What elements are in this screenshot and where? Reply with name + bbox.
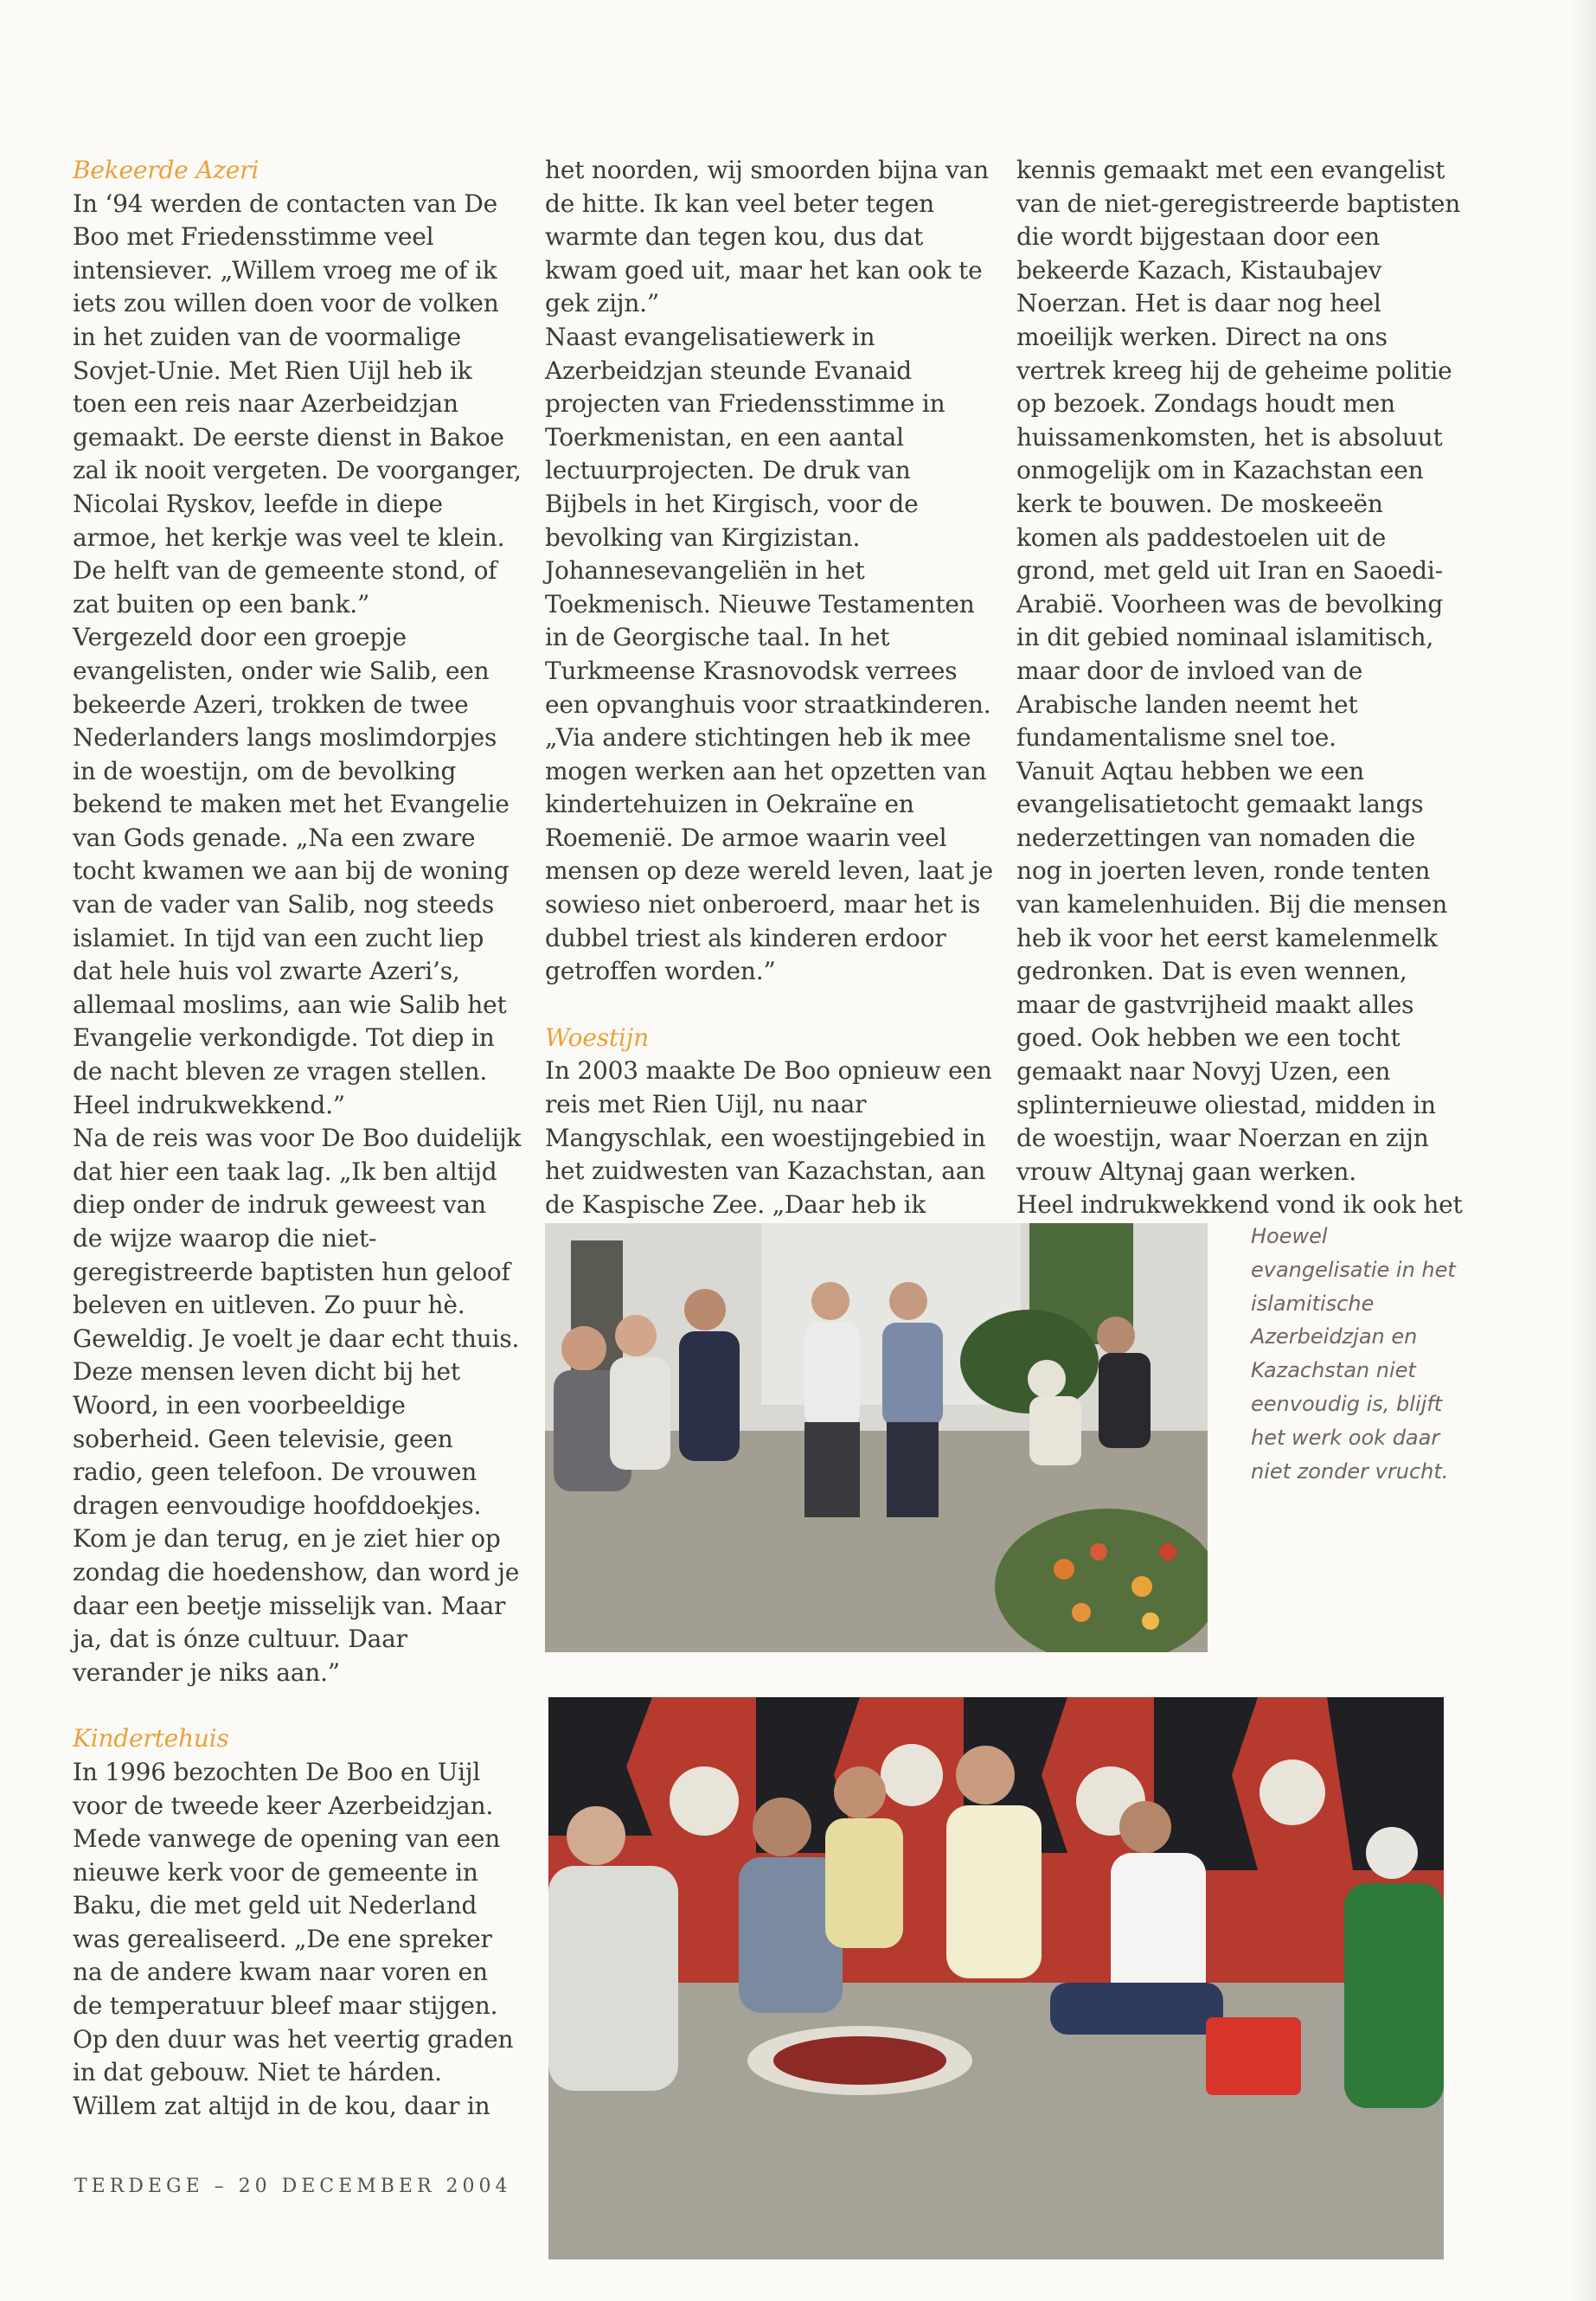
article-column-3 [1016, 154, 1466, 1222]
paragraph: kennis gemaakt met een evangelist van de niet-geregistreerde baptisten die wordt bijgestaan door een bekeerde Kazach, Kistaubajev Noerzan. Het is daar nog heel moeilijk werken. Direct na ons vertrek kreeg hij de geheime politie op bezoek. Zondags houdt men huissamenkomsten, het is absoluut onmogelijk om in Kazachstan een kerk te bouwen. De moskeeën komen als paddestoelen uit de grond, met geld uit Iran en Saoedi-Arabië. Voorheen was de bevolking in dit gebied nominaal islamitisch, maar door de invloed van de Arabische landen neemt het fundamentalisme snel toe. [1016, 156, 1461, 753]
photo-caption: Hoewel evangelisatie in het islamitische Azerbeidzjan en Kazachstan niet eenvoudig is, blijft het werk ook daar niet zonder vrucht. [1251, 1224, 1456, 1484]
subheading-woestijn: Woestijn [545, 1022, 649, 1052]
paragraph: het noorden, wij smoorden bijna van de hitte. Ik kan veel beter tegen warmte dan tegen kou, dus dat kwam goed uit, maar het kan ook te gek zijn.” [545, 156, 989, 318]
paragraph: In 1996 bezochten De Boo en Uijl voor de tweede keer Azerbeidzjan. Mede vanwege de opening van een nieuwe kerk voor de gemeente in Baku, die met geld uit Nederland was gerealiseerd. „De ene spreker na de andere kwam naar voren en de temperatuur bleef maar stijgen. Op den duur was het veertig graden in dat gebouw. Niet te hárden. Willem zat altijd in de kou, daar in [73, 1757, 514, 2120]
paragraph: Vergezeld door een groepje evangelisten, onder wie Salib, een bekeerde Azeri, trokken de twee Nederlanders langs moslimdorpjes in de woestijn, om de bevolking bekend te maken met het Evangelie van Gods genade. „Na een zware tocht kwamen we aan bij de woning van de vader van Salib, nog steeds islamiet. In tijd van een zucht liep dat hele huis vol zwarte Azeri’s, allemaal moslims, aan wie Salib het Evangelie verkondigde. Tot diep in de nacht bleven ze vragen stellen. Heel indrukwekkend.” [73, 623, 510, 1119]
paragraph: Heel indrukwekkend vond ik ook het [1016, 1190, 1463, 1220]
photo-courtyard-meeting [545, 1223, 1208, 1652]
photo-yurt-gathering [548, 1697, 1444, 2259]
article-column-2 [545, 154, 995, 1221]
page-footer: TERDEGE – 20 DECEMBER 2004 [74, 2176, 512, 2197]
page-edge-shadow [1572, 0, 1596, 2301]
subheading-kindertehuis: Kindertehuis [73, 1724, 229, 1753]
paragraph: In 2003 maakte De Boo opnieuw een reis met Rien Uijl, nu naar Mangyschlak, een woestijngebied in het zuidwesten van Kazachstan, aan de Kaspische Zee. „Daar heb ik [545, 1056, 992, 1219]
paragraph: „Via andere stichtingen heb ik mee mogen werken aan het opzetten van kindertehuizen in Oekraïne en Roemenië. De armoe waarin veel mensen op deze wereld leven, laat je sowieso niet onberoerd, maar het is dubbel triest als kinderen erdoor getroffen worden.” [545, 723, 993, 986]
paragraph: Naast evangelisatiewerk in Azerbeidzjan steunde Evanaid projecten van Friedensstimme in Toerkmenistan, en een aantal lectuurprojecten. De druk van Bijbels in het Kirgisch, voor de bevolking van Kirgizistan. Johannesevangeliën in het Toekmenisch. Nieuwe Testamenten in de Georgische taal. In het Turkmeense Krasnovodsk verrees een opvanghuis voor straatkinderen. [545, 322, 991, 719]
paragraph: In ‘94 werden de contacten van De Boo met Friedensstimme veel intensiever. „Willem vroeg me of ik iets zou willen doen voor de volken in het zuiden van de voormalige Sovjet-Unie. Met Rien Uijl heb ik toen een reis naar Azerbeidzjan gemaakt. De eerste dienst in Bakoe zal ik nooit vergeten. De voorganger, Nicolai Ryskov, leefde in diepe armoe, het kerkje was veel te klein. De helft van de gemeente stond, of zat buiten op een bank.” [73, 189, 522, 619]
paragraph: Na de reis was voor De Boo duidelijk dat hier een taak lag. „Ik ben altijd diep onder de indruk geweest van de wijze waarop die niet-geregistreerde baptisten hun geloof beleven en uitleven. Zo puur hè. Geweldig. Je voelt je daar echt thuis. Deze mensen leven dicht bij het Woord, in een voorbeeldige soberheid. Geen televisie, geen radio, geen telefoon. De vrouwen dragen eenvoudige hoofddoekjes. Kom je dan terug, en je ziet hier op zondag die hoedenshow, dan word je daar een beetje misselijk van. Maar ja, dat is ónze cultuur. Daar verander je niks aan.” [73, 1124, 522, 1687]
article-column-1 [73, 154, 522, 2123]
subheading-bekeerde-azeri: Bekeerde Azeri [73, 156, 260, 184]
paragraph: Vanuit Aqtau hebben we een evangelisatietocht gemaakt langs nederzettingen van nomaden die nog in joerten leven, ronde tenten van kamelenhuiden. Bij die mensen heb ik voor het eerst kamelenmelk gedronken. Dat is even wennen, maar de gastvrijheid maakt alles goed. Ook hebben we een tocht gemaakt naar Novyj Uzen, een splinternieuwe oliestad, midden in de woestijn, waar Noerzan en zijn vrouw Altynaj gaan werken. [1016, 756, 1448, 1186]
